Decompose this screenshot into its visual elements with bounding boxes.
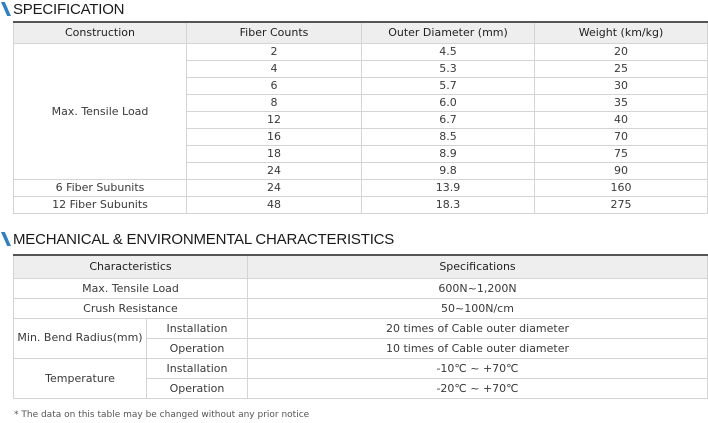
outer-diameter-cell: 9.8 bbox=[362, 162, 535, 179]
weight-cell: 90 bbox=[535, 162, 708, 179]
construction-group-cell: Max. Tensile Load bbox=[14, 43, 187, 179]
fiber-count-cell: 24 bbox=[187, 179, 362, 196]
bend-operation-value-cell: 10 times of Cable outer diameter bbox=[248, 338, 708, 358]
bend-installation-label-cell: Installation bbox=[147, 318, 248, 338]
weight-cell: 35 bbox=[535, 94, 708, 111]
fiber-count-cell: 6 bbox=[187, 77, 362, 94]
table-row bbox=[14, 318, 708, 338]
outer-diameter-cell: 13.9 bbox=[362, 179, 535, 196]
fiber-count-cell: 2 bbox=[187, 43, 362, 60]
table-row bbox=[14, 298, 708, 318]
weight-cell: 30 bbox=[535, 77, 708, 94]
specification-table bbox=[13, 21, 708, 214]
weight-cell: 160 bbox=[535, 179, 708, 196]
mechanical-title bbox=[1, 230, 394, 248]
outer-diameter-cell: 6.0 bbox=[362, 94, 535, 111]
weight-header: Weight (km/kg) bbox=[535, 22, 708, 43]
fiber-count-cell: 16 bbox=[187, 128, 362, 145]
outer-diameter-header: Outer Diameter (mm) bbox=[362, 22, 535, 43]
table-row bbox=[14, 358, 708, 378]
specification-title bbox=[1, 0, 124, 18]
outer-diameter-cell: 18.3 bbox=[362, 196, 535, 213]
fiber-count-cell: 4 bbox=[187, 60, 362, 77]
outer-diameter-cell: 5.7 bbox=[362, 77, 535, 94]
temperature-installation-label-cell: Installation bbox=[147, 358, 248, 378]
temperature-operation-label-cell: Operation bbox=[147, 378, 248, 398]
construction-cell: 12 Fiber Subunits bbox=[14, 196, 187, 213]
weight-cell: 70 bbox=[535, 128, 708, 145]
table-row bbox=[14, 278, 708, 298]
tensile-label-cell: Max. Tensile Load bbox=[14, 278, 248, 298]
crush-label-cell: Crush Resistance bbox=[14, 298, 248, 318]
weight-cell: 25 bbox=[535, 60, 708, 77]
fiber-count-cell: 8 bbox=[187, 94, 362, 111]
fiber-count-cell: 18 bbox=[187, 145, 362, 162]
outer-diameter-cell: 6.7 bbox=[362, 111, 535, 128]
fiber-count-cell: 12 bbox=[187, 111, 362, 128]
temperature-operation-value-cell: -20℃ ~ +70℃ bbox=[248, 378, 708, 398]
table-row bbox=[14, 196, 708, 213]
section-marker-icon bbox=[1, 2, 11, 16]
footnote: * The data on this table may be changed without any prior notice bbox=[14, 410, 310, 420]
mechanical-table bbox=[13, 254, 708, 399]
characteristics-header: Characteristics bbox=[14, 255, 248, 278]
weight-cell: 75 bbox=[535, 145, 708, 162]
weight-cell: 20 bbox=[535, 43, 708, 60]
bend-operation-label-cell: Operation bbox=[147, 338, 248, 358]
temperature-label-cell: Temperature bbox=[14, 358, 147, 398]
fiber-count-cell: 48 bbox=[187, 196, 362, 213]
table-row bbox=[14, 179, 708, 196]
mechanical-title-text: MECHANICAL & ENVIRONMENTAL CHARACTERISTICS bbox=[13, 230, 395, 248]
construction-cell: 6 Fiber Subunits bbox=[14, 179, 187, 196]
bend-radius-label-cell: Min. Bend Radius(mm) bbox=[14, 318, 147, 358]
tensile-value-cell: 600N~1,200N bbox=[248, 278, 708, 298]
outer-diameter-cell: 8.9 bbox=[362, 145, 535, 162]
fiber-count-cell: 24 bbox=[187, 162, 362, 179]
construction-header: Construction bbox=[14, 22, 187, 43]
outer-diameter-cell: 5.3 bbox=[362, 60, 535, 77]
temperature-installation-value-cell: -10℃ ~ +70℃ bbox=[248, 358, 708, 378]
outer-diameter-cell: 8.5 bbox=[362, 128, 535, 145]
specification-title-text: SPECIFICATION bbox=[13, 0, 125, 18]
section-marker-icon bbox=[1, 232, 11, 246]
weight-cell: 275 bbox=[535, 196, 708, 213]
crush-value-cell: 50~100N/cm bbox=[248, 298, 708, 318]
bend-installation-value-cell: 20 times of Cable outer diameter bbox=[248, 318, 708, 338]
outer-diameter-cell: 4.5 bbox=[362, 43, 535, 60]
table-header-row bbox=[14, 255, 708, 278]
table-row bbox=[14, 43, 708, 60]
fiber-counts-header: Fiber Counts bbox=[187, 22, 362, 43]
weight-cell: 40 bbox=[535, 111, 708, 128]
specifications-header: Specifications bbox=[248, 255, 708, 278]
table-header-row bbox=[14, 22, 708, 43]
